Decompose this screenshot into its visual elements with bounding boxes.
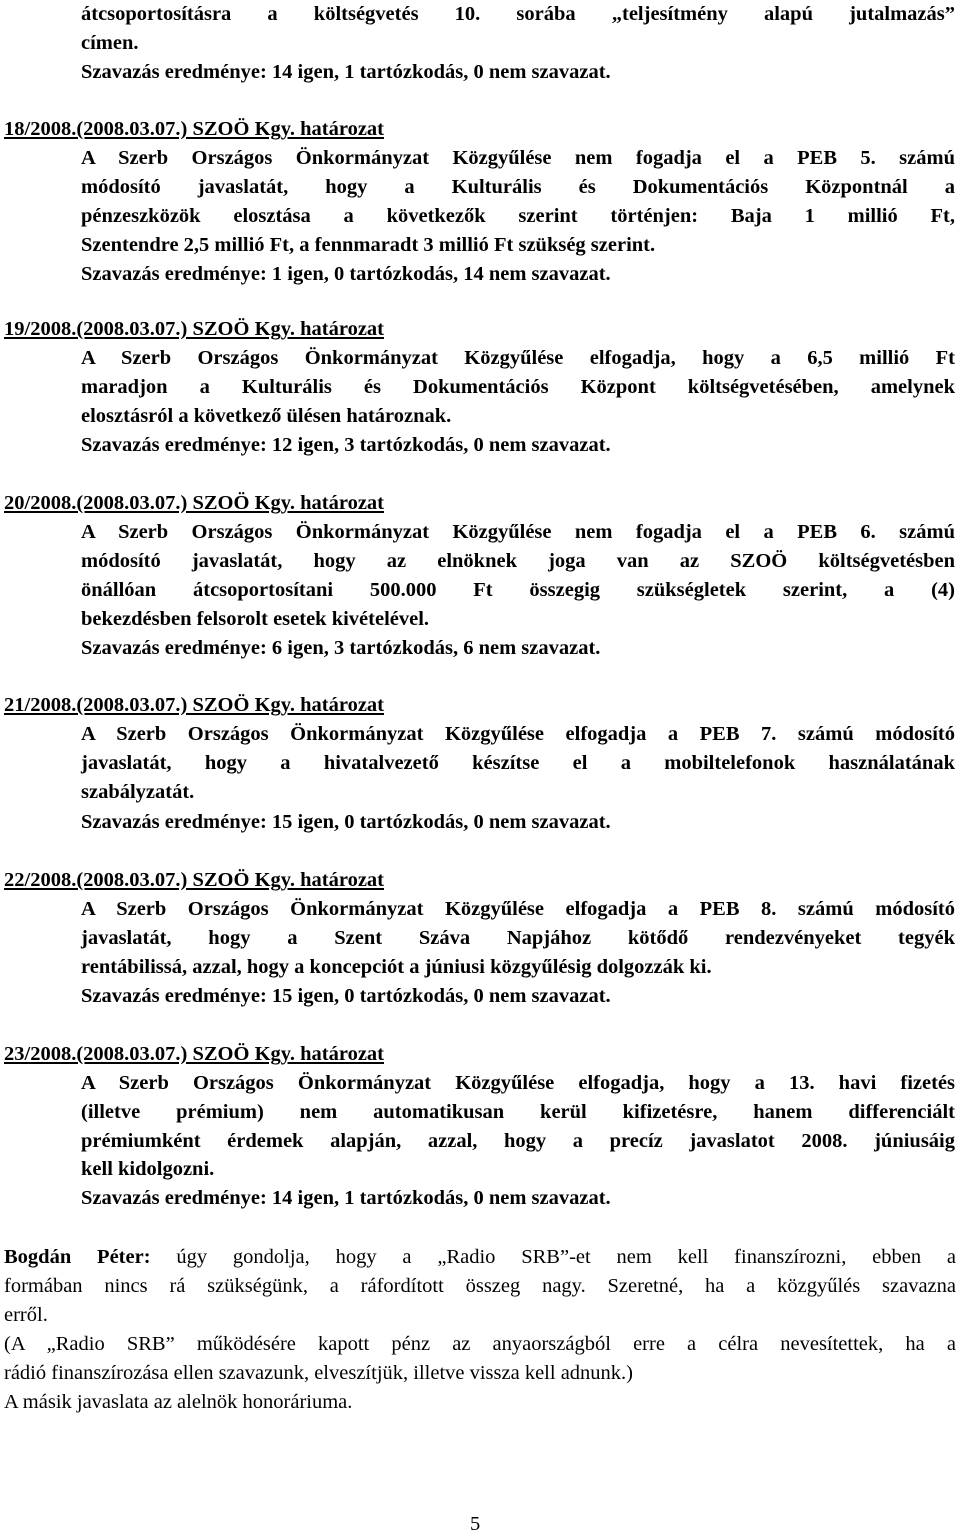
resolution-20-line-3: önállóan átcsoportosítani 500.000 Ft összegig szükségletek szerint, a (4): [81, 579, 955, 601]
resolution-22-heading: 22/2008.(2008.03.07.) SZOÖ Kgy. határozat: [4, 869, 385, 891]
resolution-20-line-2: módosító javaslatát, hogy az elnöknek joga van az SZOÖ költségvetésben: [81, 550, 955, 572]
resolution-20-vote: Szavazás eredménye: 6 igen, 3 tartózkodás, 6 nem szavazat.: [81, 637, 601, 659]
resolution-18-heading: 18/2008.(2008.03.07.) SZOÖ Kgy. határozat: [4, 118, 385, 140]
resolution-18-line-3: pénzeszközök elosztása a következők szerint történjen: Baja 1 millió Ft,: [81, 205, 955, 227]
discussion-line-1-text: úgy gondolja, hogy a „Radio SRB”-et nem kell finanszírozni, ebben a: [150, 1246, 957, 1268]
resolution-22-vote: Szavazás eredménye: 15 igen, 0 tartózkodás, 0 nem szavazat.: [81, 985, 611, 1007]
resolution-18-vote: Szavazás eredménye: 1 igen, 0 tartózkodás, 14 nem szavazat.: [81, 263, 611, 285]
resolution-20-line-4: bekezdésben felsorolt esetek kivételével.: [81, 608, 430, 630]
resolution-19-line-3: elosztásról a következő ülésen határoznak.: [81, 405, 452, 427]
resolution-19-line-1: A Szerb Országos Önkormányzat Közgyűlése elfogadja, hogy a 6,5 millió Ft: [81, 347, 955, 369]
resolution-23-line-2: (illetve prémium) nem automatikusan kerül kifizetésre, hanem differenciált: [81, 1101, 955, 1123]
resolution-21-line-1: A Szerb Országos Önkormányzat Közgyűlése elfogadja a PEB 7. számú módosító: [81, 723, 955, 745]
resolution-23-line-1: A Szerb Országos Önkormányzat Közgyűlése elfogadja, hogy a 13. havi fizetés: [81, 1072, 955, 1094]
discussion-line-5: rádió finanszírozása ellen szavazunk, elveszítjük, illetve vissza kell adnunk.): [4, 1362, 634, 1384]
speaker-name: Bogdán Péter:: [4, 1246, 151, 1268]
resolution-18-line-1: A Szerb Országos Önkormányzat Közgyűlése nem fogadja el a PEB 5. számú: [81, 147, 955, 169]
discussion-line-2: formában nincs rá szükségünk, a ráfordított összeg nagy. Szeretné, ha a közgyűlés szavazna: [4, 1275, 956, 1297]
resolution-19-heading: 19/2008.(2008.03.07.) SZOÖ Kgy. határozat: [4, 318, 385, 340]
discussion-line-3: erről.: [4, 1304, 48, 1326]
resolution-23-line-4: kell kidolgozni.: [81, 1158, 215, 1180]
resolution-21-vote: Szavazás eredménye: 15 igen, 0 tartózkodás, 0 nem szavazat.: [81, 811, 611, 833]
resolution-23-line-3: prémiumként érdemek alapján, azzal, hogy a precíz javaslatot 2008. júniusáig: [81, 1130, 955, 1152]
resolution-20-heading: 20/2008.(2008.03.07.) SZOÖ Kgy. határozat: [4, 492, 385, 514]
resolution-22-line-2: javaslatát, hogy a Szent Száva Napjához kötődő rendezvényeket tegyék: [81, 927, 955, 949]
discussion-line-1: [4, 1243, 956, 1272]
top-line-1: átcsoportosításra a költségvetés 10. sorába „teljesítmény alapú jutalmazás”: [81, 3, 955, 25]
discussion-line-6: A másik javaslata az alelnök honoráriuma.: [4, 1391, 353, 1413]
resolution-22-line-1: A Szerb Országos Önkormányzat Közgyűlése elfogadja a PEB 8. számú módosító: [81, 898, 955, 920]
resolution-21-line-3: szabályzatát.: [81, 781, 195, 803]
top-vote: Szavazás eredménye: 14 igen, 1 tartózkodás, 0 nem szavazat.: [81, 61, 611, 83]
resolution-19-vote: Szavazás eredménye: 12 igen, 3 tartózkodás, 0 nem szavazat.: [81, 434, 611, 456]
resolution-20-line-1: A Szerb Országos Önkormányzat Közgyűlése nem fogadja el a PEB 6. számú: [81, 521, 955, 543]
resolution-21-heading: 21/2008.(2008.03.07.) SZOÖ Kgy. határozat: [4, 694, 385, 716]
resolution-23-vote: Szavazás eredménye: 14 igen, 1 tartózkodás, 0 nem szavazat.: [81, 1187, 611, 1209]
top-line-2: címen.: [81, 32, 139, 54]
discussion-line-4: (A „Radio SRB” működésére kapott pénz az anyaországból erre a célra nevesítettek, ha a: [4, 1333, 956, 1355]
resolution-18-line-2: módosító javaslatát, hogy a Kulturális és Dokumentációs Központnál a: [81, 176, 955, 198]
resolution-22-line-3: rentábilissá, azzal, hogy a koncepciót a júniusi közgyűlésig dolgozzák ki.: [81, 956, 712, 978]
page-number: 5: [470, 1513, 481, 1535]
resolution-21-line-2: javaslatát, hogy a hivatalvezető készítse el a mobiltelefonok használatának: [81, 752, 955, 774]
resolution-18-line-4: Szentendre 2,5 millió Ft, a fennmaradt 3 millió Ft szükség szerint.: [81, 234, 656, 256]
resolution-19-line-2: maradjon a Kulturális és Dokumentációs Központ költségvetésében, amelynek: [81, 376, 955, 398]
resolution-23-heading: 23/2008.(2008.03.07.) SZOÖ Kgy. határozat: [4, 1043, 385, 1065]
